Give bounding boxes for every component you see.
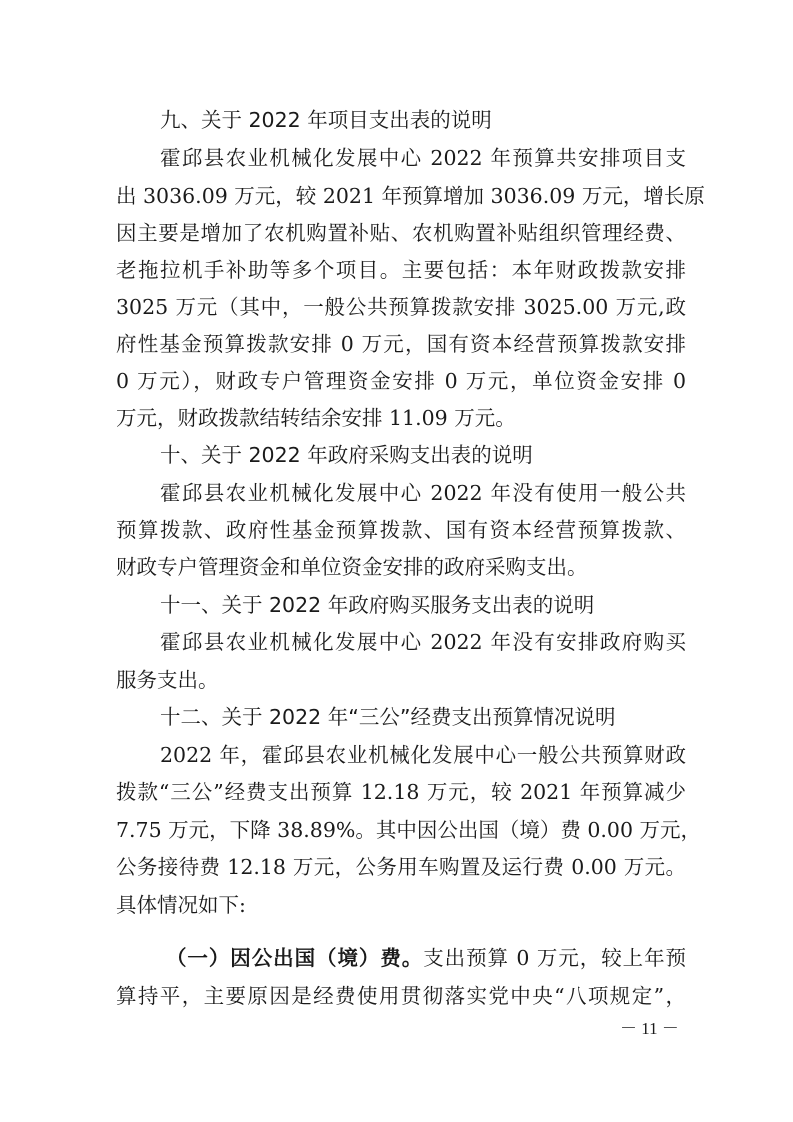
paragraph-line: 3025 万元（其中，一般公共预算拨款安排 3025.00 万元,政 bbox=[116, 295, 686, 319]
paragraph-line: 拨款“三公”经费支出预算 12.18 万元，较 2021 年预算减少 bbox=[116, 780, 686, 804]
section-heading-12: 十二、关于 2022 年“三公”经费支出预算情况说明 bbox=[160, 705, 616, 729]
paragraph-line: 具体情况如下: bbox=[116, 893, 246, 917]
paragraph-line: 0 万元），财政专户管理资金安排 0 万元，单位资金安排 0 bbox=[116, 369, 686, 393]
paragraph-line: 7.75 万元，下降 38.89%。其中因公出国（境）费 0.00 万元， bbox=[116, 818, 702, 842]
paragraph-line: 算持平，主要原因是经费使用贯彻落实党中央“八项规定”， bbox=[116, 984, 686, 1008]
subsection-line bbox=[166, 941, 686, 975]
paragraph-line: 服务支出。 bbox=[116, 668, 219, 692]
paragraph-line: 府性基金预算拨款安排 0 万元，国有资本经营预算拨款安排 bbox=[116, 332, 686, 356]
section-heading-10: 十、关于 2022 年政府采购支出表的说明 bbox=[160, 443, 533, 467]
page-number: － 11 － bbox=[620, 1019, 679, 1038]
paragraph-line: 公务接待费 12.18 万元，公务用车购置及运行费 0.00 万元。 bbox=[116, 855, 686, 879]
paragraph-line: 2022 年，霍邱县农业机械化发展中心一般公共预算财政 bbox=[160, 743, 686, 767]
section-heading-9: 九、关于 2022 年项目支出表的说明 bbox=[160, 108, 492, 132]
subsection-text: 支出预算 0 万元，较上年预 bbox=[423, 946, 687, 970]
paragraph-line: 出 3036.09 万元，较 2021 年预算增加 3036.09 万元，增长原 bbox=[116, 184, 705, 208]
paragraph-line: 财政专户管理资金和单位资金安排的政府采购支出。 bbox=[116, 555, 588, 579]
subsection-label: （一）因公出国（境）费。 bbox=[166, 946, 424, 970]
paragraph-line: 因主要是增加了农机购置补贴、农机购置补贴组织管理经费、 bbox=[116, 221, 686, 245]
paragraph-line: 霍邱县农业机械化发展中心 2022 年预算共安排项目支 bbox=[160, 146, 686, 170]
section-heading-11: 十一、关于 2022 年政府购买服务支出表的说明 bbox=[160, 593, 595, 617]
paragraph-line: 老拖拉机手补助等多个项目。主要包括：本年财政拨款安排 bbox=[116, 258, 686, 282]
paragraph-line: 预算拨款、政府性基金预算拨款、国有资本经营预算拨款、 bbox=[116, 518, 686, 542]
paragraph-line: 万元，财政拨款结转结余安排 11.09 万元。 bbox=[116, 406, 516, 430]
paragraph-line: 霍邱县农业机械化发展中心 2022 年没有安排政府购买 bbox=[160, 630, 686, 654]
paragraph-line: 霍邱县农业机械化发展中心 2022 年没有使用一般公共 bbox=[160, 481, 686, 505]
